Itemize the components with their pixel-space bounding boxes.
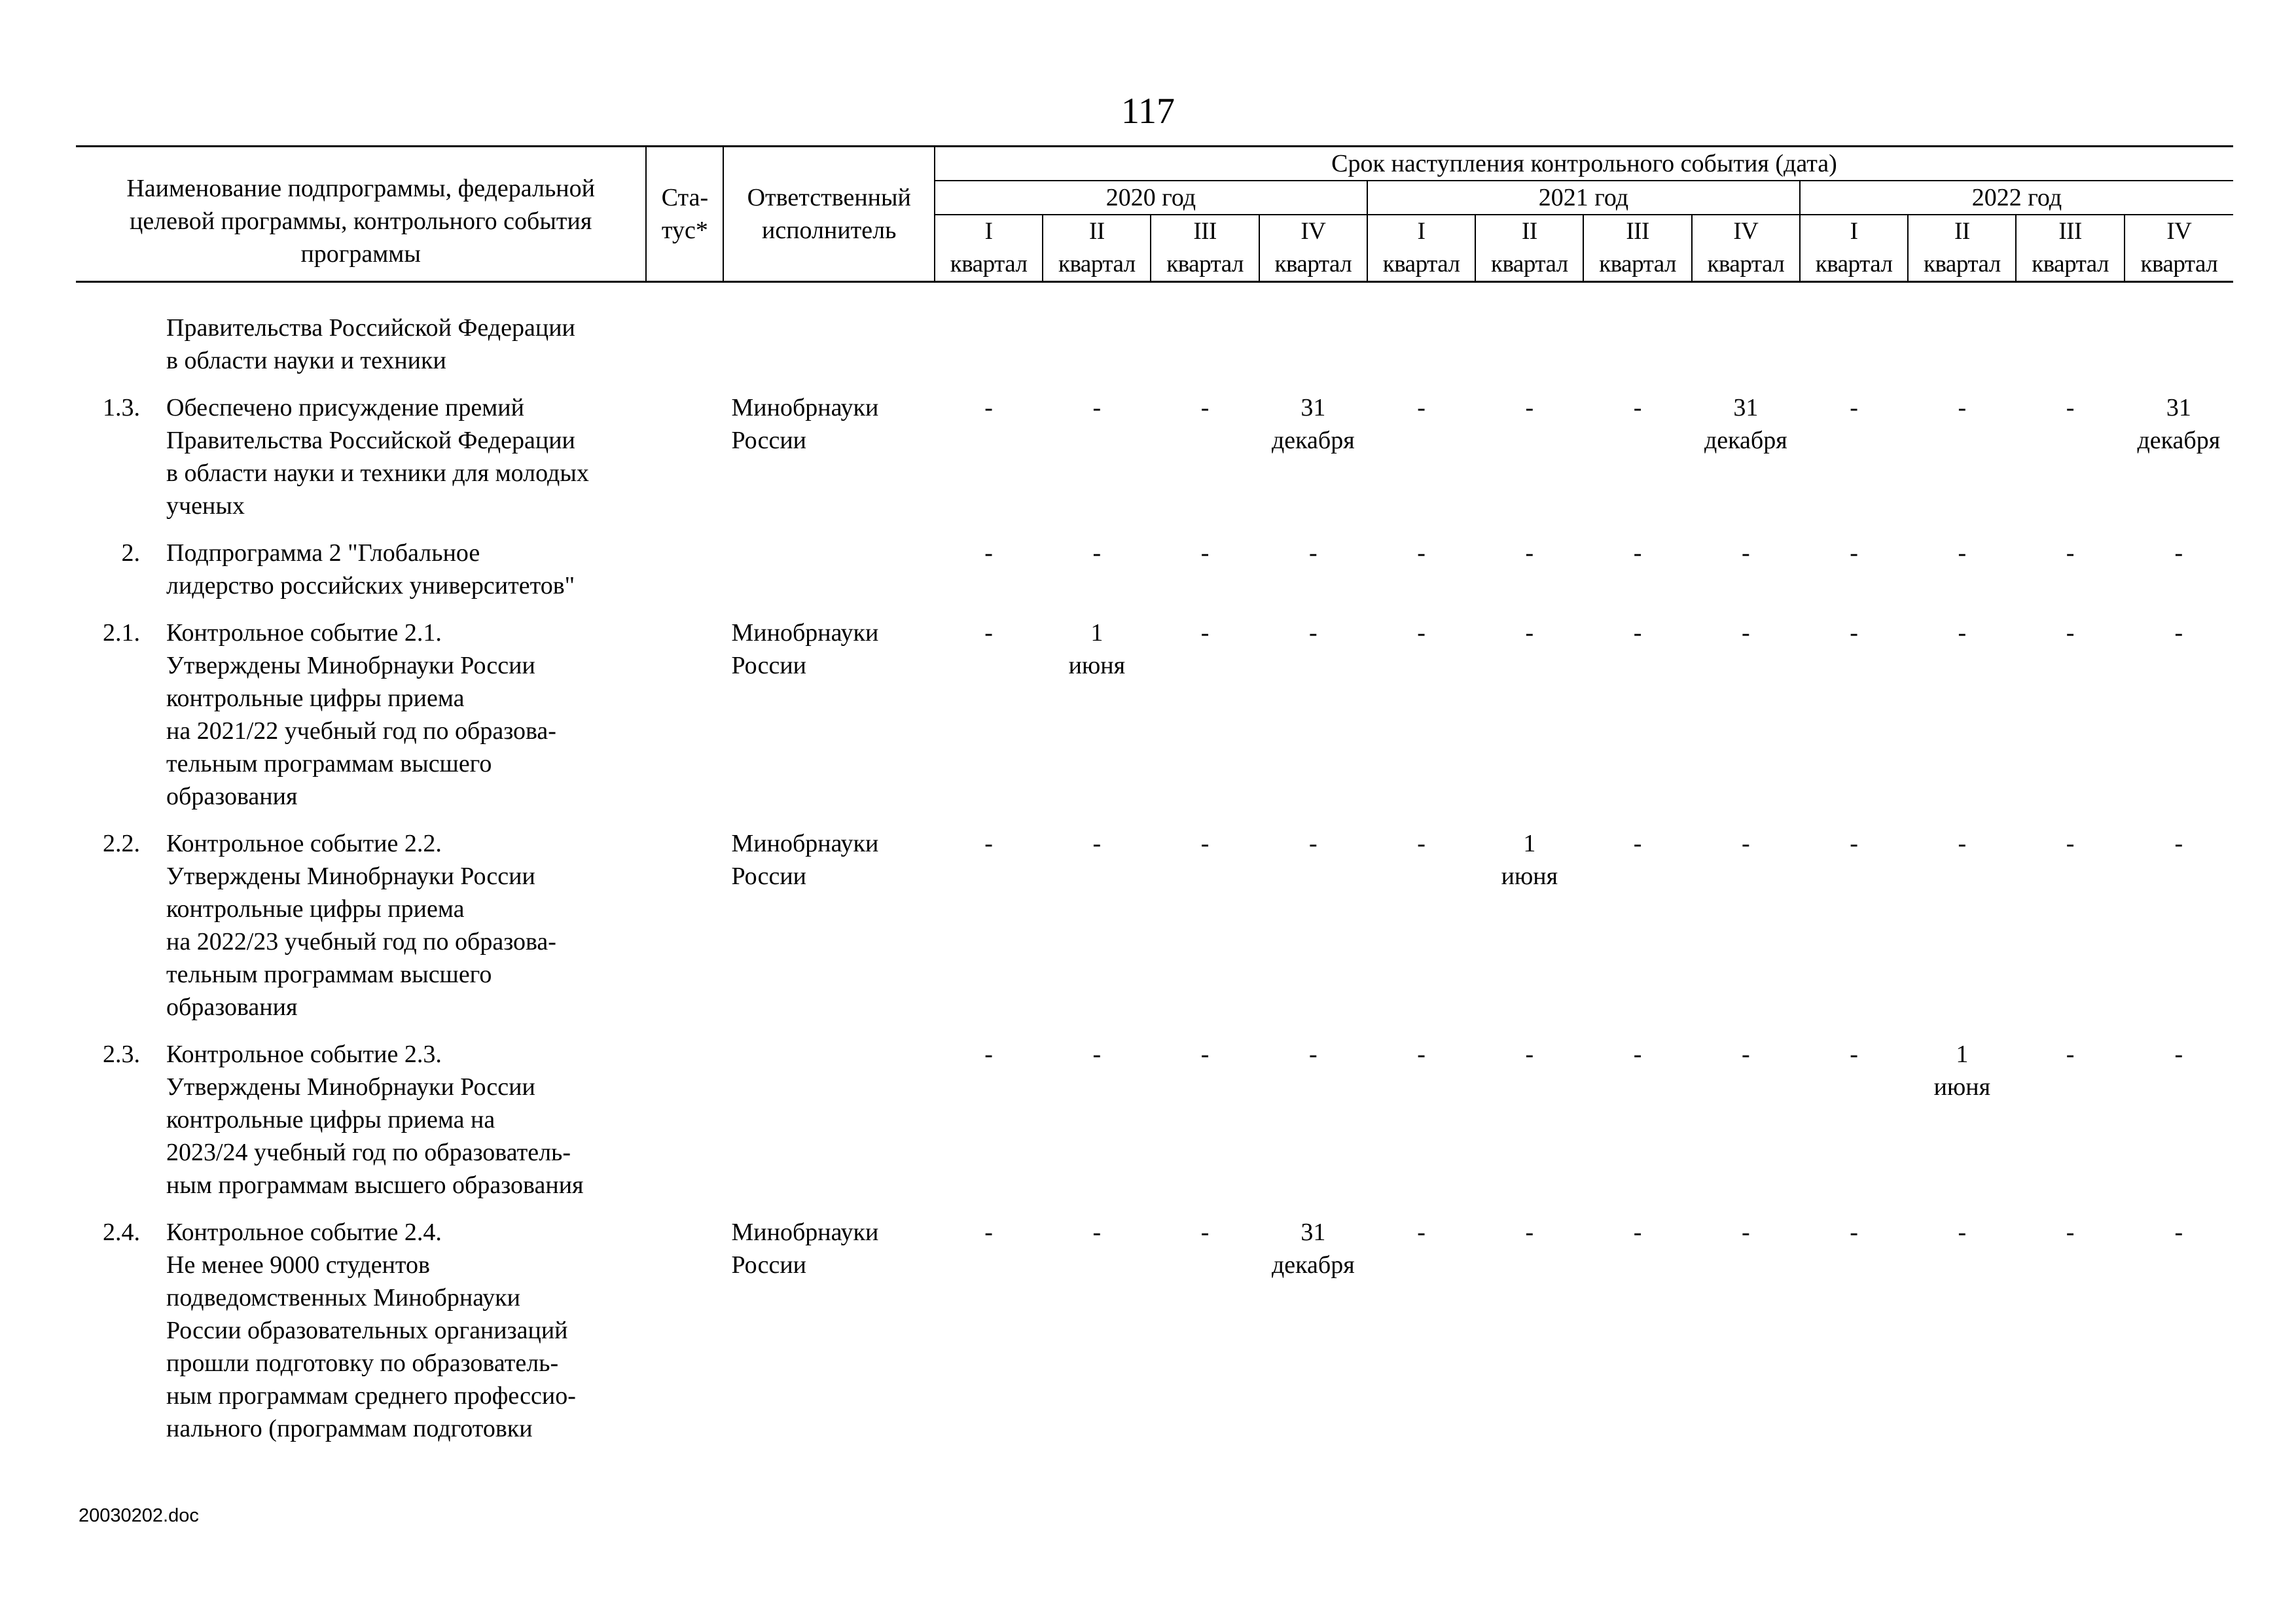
row-quarter-value: - bbox=[1958, 539, 1967, 567]
row-quarter-value: - bbox=[1850, 394, 1858, 421]
row-quarter-value: - bbox=[2066, 539, 2075, 567]
row-name: Контрольное событие 2.3. Утверждены Минобрнауки России контрольные цифры приема на 2023/24 учебный год по образователь- ным программам высшего образования bbox=[166, 1041, 584, 1199]
header-quarter-7: III квартал bbox=[1583, 215, 1691, 282]
table-row bbox=[76, 827, 2233, 1038]
row-quarter-value: - bbox=[1525, 539, 1534, 567]
row-name-cell bbox=[76, 391, 646, 537]
row-quarter-value: 1 июня bbox=[1933, 1041, 1991, 1101]
row-quarter-value: - bbox=[2066, 619, 2075, 647]
row-quarter-value: - bbox=[1742, 1219, 1750, 1246]
row-quarter-value bbox=[1800, 312, 1908, 391]
row-quarter-value: - bbox=[1525, 619, 1534, 647]
header-name-column: Наименование подпрограммы, федеральной целевой программы, контрольного события программы bbox=[76, 147, 646, 282]
row-name: Контрольное событие 2.1. Утверждены Минобрнауки России контрольные цифры приема на 2021/22 учебный год по образова- тельным программам высшего образования bbox=[166, 619, 556, 810]
row-quarter-value bbox=[935, 312, 1043, 391]
spacer-row bbox=[76, 282, 2233, 312]
table-header bbox=[76, 147, 2233, 282]
row-quarter-value: - bbox=[2066, 1041, 2075, 1068]
row-number: 2.2. bbox=[103, 830, 140, 857]
row-status bbox=[646, 537, 723, 616]
row-quarter-value: - bbox=[2174, 1041, 2183, 1068]
row-quarter-value: - bbox=[1417, 619, 1426, 647]
row-quarter-value: - bbox=[984, 1041, 993, 1068]
row-quarter-value: - bbox=[2174, 1219, 2183, 1246]
header-quarter-9: I квартал bbox=[1800, 215, 1908, 282]
row-responsible: Минобрнауки России bbox=[731, 394, 879, 454]
row-quarter-value: - bbox=[984, 394, 993, 421]
row-quarter-value: - bbox=[1417, 539, 1426, 567]
row-quarter-value: - bbox=[1958, 619, 1967, 647]
row-quarter-value: - bbox=[1633, 394, 1642, 421]
row-quarter-value: - bbox=[1092, 830, 1102, 857]
row-name: Подпрограмма 2 "Глобальное лидерство российских университетов" bbox=[166, 539, 575, 599]
row-quarter-value: - bbox=[1958, 830, 1967, 857]
row-quarter-value: 31 декабря bbox=[1704, 394, 1787, 454]
row-name-cell bbox=[76, 537, 646, 616]
row-quarter-value: - bbox=[1092, 1041, 1102, 1068]
row-quarter-value: - bbox=[2066, 394, 2075, 421]
row-quarter-value: - bbox=[1742, 1041, 1750, 1068]
header-responsible-column: Ответственный исполнитель bbox=[723, 147, 934, 282]
row-quarter-value: - bbox=[1850, 539, 1858, 567]
row-quarter-value: - bbox=[1958, 394, 1967, 421]
row-quarter-value: - bbox=[1850, 1041, 1858, 1068]
table-row bbox=[76, 616, 2233, 827]
row-quarter-value bbox=[2016, 312, 2124, 391]
header-quarter-10: II квартал bbox=[1908, 215, 2016, 282]
header-year-2022: 2022 год bbox=[1800, 181, 2233, 215]
row-quarter-value: - bbox=[1309, 830, 1318, 857]
control-events-table bbox=[76, 145, 2233, 1459]
row-quarter-value: - bbox=[1633, 619, 1642, 647]
row-quarter-value bbox=[1692, 312, 1800, 391]
table-row bbox=[76, 391, 2233, 537]
header-quarter-4: IV квартал bbox=[1259, 215, 1367, 282]
row-quarter-value: 31 декабря bbox=[2137, 394, 2221, 454]
row-quarter-value bbox=[1583, 312, 1691, 391]
row-status bbox=[646, 312, 723, 391]
row-quarter-value: - bbox=[1742, 830, 1750, 857]
footer-file-name: 20030202.doc bbox=[79, 1505, 199, 1526]
row-quarter-value: - bbox=[1958, 1219, 1967, 1246]
row-quarter-value: - bbox=[984, 619, 993, 647]
header-quarter-11: III квартал bbox=[2016, 215, 2124, 282]
table-body bbox=[76, 282, 2233, 1460]
row-quarter-value: - bbox=[984, 539, 993, 567]
row-status bbox=[646, 616, 723, 827]
row-responsible: Минобрнауки России bbox=[731, 830, 879, 890]
row-quarter-value: - bbox=[1525, 394, 1534, 421]
row-quarter-value bbox=[1259, 312, 1367, 391]
table-row bbox=[76, 1038, 2233, 1216]
header-quarter-2: II квартал bbox=[1043, 215, 1151, 282]
row-quarter-value: - bbox=[1092, 394, 1102, 421]
header-quarter-6: II квартал bbox=[1475, 215, 1583, 282]
row-responsible bbox=[723, 537, 934, 616]
row-number: 2.3. bbox=[103, 1041, 140, 1068]
row-quarter-value: - bbox=[2174, 539, 2183, 567]
row-name-cell bbox=[76, 1216, 646, 1459]
row-quarter-value: - bbox=[1200, 1041, 1210, 1068]
row-number bbox=[76, 312, 166, 377]
row-quarter-value bbox=[1151, 312, 1259, 391]
row-quarter-value bbox=[2125, 312, 2233, 391]
row-quarter-value: - bbox=[1417, 1219, 1426, 1246]
header-quarter-8: IV квартал bbox=[1692, 215, 1800, 282]
row-status bbox=[646, 1216, 723, 1459]
header-year-2021: 2021 год bbox=[1367, 181, 1800, 215]
row-name: Контрольное событие 2.4. Не менее 9000 студентов подведомственных Минобрнауки России образовательных организаций прошли подготовку по образователь- ным программам среднего профессио- нального (программам подготовки bbox=[166, 1219, 576, 1442]
row-name: Контрольное событие 2.2. Утверждены Минобрнауки России контрольные цифры приема на 2022/23 учебный год по образова- тельным программам высшего образования bbox=[166, 830, 556, 1021]
row-quarter-value: - bbox=[1309, 619, 1318, 647]
table-row bbox=[76, 537, 2233, 616]
header-quarter-5: I квартал bbox=[1367, 215, 1475, 282]
row-quarter-value bbox=[1367, 312, 1475, 391]
row-quarter-value: - bbox=[2066, 830, 2075, 857]
row-name: Обеспечено присуждение премий Правительства Российской Федерации в области науки и техники для молодых ученых bbox=[166, 394, 589, 520]
row-quarter-value: - bbox=[1092, 1219, 1102, 1246]
row-quarter-value: - bbox=[1633, 1041, 1642, 1068]
table-row bbox=[76, 1216, 2233, 1459]
row-quarter-value: - bbox=[1633, 1219, 1642, 1246]
row-quarter-value: - bbox=[1200, 394, 1210, 421]
row-number: 2.4. bbox=[103, 1219, 140, 1246]
row-quarter-value: - bbox=[1200, 830, 1210, 857]
header-quarter-12: IV квартал bbox=[2125, 215, 2233, 282]
row-quarter-value: - bbox=[1850, 830, 1858, 857]
header-quarter-3: III квартал bbox=[1151, 215, 1259, 282]
row-quarter-value: - bbox=[2174, 619, 2183, 647]
row-quarter-value: - bbox=[1309, 1041, 1318, 1068]
row-quarter-value: - bbox=[1200, 619, 1210, 647]
row-quarter-value: - bbox=[1525, 1041, 1534, 1068]
header-status-column: Ста- тус* bbox=[646, 147, 723, 282]
row-quarter-value: 1 июня bbox=[1068, 619, 1126, 679]
row-name-cell bbox=[76, 616, 646, 827]
row-quarter-value bbox=[1043, 312, 1151, 391]
row-quarter-value: - bbox=[1200, 539, 1210, 567]
table-row bbox=[76, 312, 2233, 391]
row-status bbox=[646, 827, 723, 1038]
row-responsible: Минобрнауки России bbox=[731, 1219, 879, 1279]
row-status bbox=[646, 391, 723, 537]
row-quarter-value bbox=[1908, 312, 2016, 391]
row-quarter-value: 1 июня bbox=[1501, 830, 1558, 890]
row-number: 1.3. bbox=[103, 394, 140, 421]
row-quarter-value: - bbox=[1850, 1219, 1858, 1246]
row-quarter-value: - bbox=[1092, 539, 1102, 567]
row-number: 2. bbox=[121, 539, 140, 567]
row-quarter-value: - bbox=[984, 830, 993, 857]
row-name: Правительства Российской Федерации в области науки и техники bbox=[166, 314, 575, 374]
row-responsible bbox=[723, 1038, 934, 1216]
row-quarter-value: - bbox=[1417, 394, 1426, 421]
row-quarter-value: - bbox=[984, 1219, 993, 1246]
row-quarter-value: - bbox=[1417, 830, 1426, 857]
header-year-2020: 2020 год bbox=[935, 181, 1367, 215]
row-quarter-value: - bbox=[1742, 619, 1750, 647]
row-quarter-value: - bbox=[1200, 1219, 1210, 1246]
row-name-cell bbox=[76, 312, 646, 391]
row-quarter-value: - bbox=[1525, 1219, 1534, 1246]
row-quarter-value: 31 декабря bbox=[1271, 1219, 1355, 1279]
header-deadline-title: Срок наступления контрольного события (дата) bbox=[935, 147, 2233, 181]
row-quarter-value: 31 декабря bbox=[1271, 394, 1355, 454]
row-quarter-value: - bbox=[1742, 539, 1750, 567]
row-name-cell bbox=[76, 827, 646, 1038]
row-number: 2.1. bbox=[103, 619, 140, 647]
row-responsible bbox=[723, 312, 934, 391]
row-responsible: Минобрнауки России bbox=[731, 619, 879, 679]
row-quarter-value: - bbox=[1850, 619, 1858, 647]
row-quarter-value: - bbox=[1417, 1041, 1426, 1068]
row-quarter-value: - bbox=[1633, 830, 1642, 857]
row-quarter-value: - bbox=[2066, 1219, 2075, 1246]
row-quarter-value: - bbox=[1309, 539, 1318, 567]
row-quarter-value: - bbox=[1633, 539, 1642, 567]
row-status bbox=[646, 1038, 723, 1216]
row-quarter-value: - bbox=[2174, 830, 2183, 857]
row-quarter-value bbox=[1475, 312, 1583, 391]
page-number: 117 bbox=[1121, 91, 1175, 132]
row-name-cell bbox=[76, 1038, 646, 1216]
header-quarter-1: I квартал bbox=[935, 215, 1043, 282]
